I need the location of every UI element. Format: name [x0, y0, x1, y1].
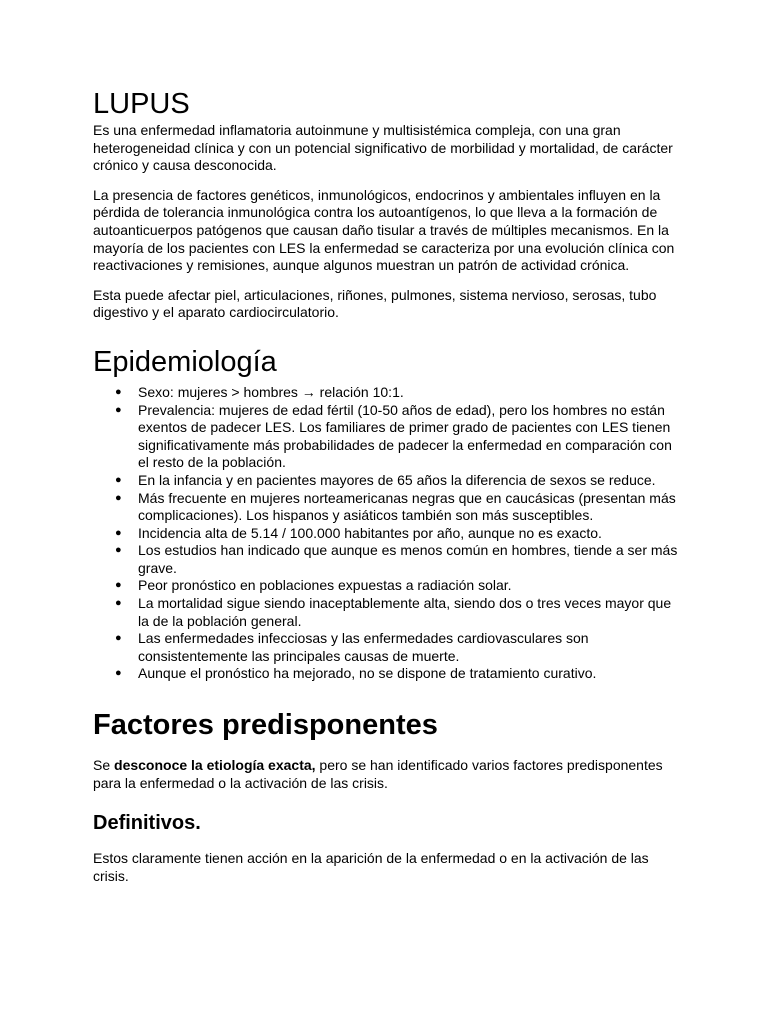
list-item: ● La mortalidad sigue siendo inaceptablemente alta, siendo dos o tres veces mayor que la de la población general.: [115, 595, 672, 629]
list-item: ● Las enfermedades infecciosas y las enfermedades cardiovasculares son consistentemente las principales causas de muerte.: [115, 630, 589, 664]
document-title: LUPUS: [93, 88, 190, 120]
bullet-icon: ●: [115, 544, 122, 557]
epidemiology-list: [93, 384, 678, 683]
bullet-icon: ●: [115, 473, 122, 486]
definitive-paragraph: Estos claramente tienen acción en la aparición de la enfermedad o en la activación de las crisis.: [93, 850, 649, 884]
list-item: ● En la infancia y en pacientes mayores de 65 años la diferencia de sexos se reduce.: [115, 471, 656, 488]
list-item: ● Los estudios han indicado que aunque es menos común en hombres, tiende a ser más grave.: [115, 542, 678, 576]
list-item: ● Más frecuente en mujeres norteamericanas negras que en caucásicas (presentan más complicaciones). Los hispanos y asiáticos también son más susceptibles.: [115, 489, 676, 524]
factors-paragraph: Se desconoce la etiología exacta, pero se han identificado varios factores predisponentes para la enfermedad o la activación de las crisis.: [93, 757, 663, 791]
bullet-icon: ●: [115, 597, 122, 610]
bullet-icon: ●: [115, 632, 122, 645]
intro-paragraph-1: Es una enfermedad inflamatoria autoinmune y multisistémica compleja, con una gran heterogeneidad clínica y con un potencial significativo de morbilidad y mortalidad, de carácter crónico y causa desconocida.: [93, 122, 673, 174]
factors-heading: Factores predisponentes: [93, 709, 438, 742]
intro-paragraph-2: La presencia de factores genéticos, inmunológicos, endocrinos y ambientales influyen en la pérdida de tolerancia inmunológica contra los autoantígenos, lo que lleva a la formación de autoanticuerpos patógenos que causan daño tisular a través de múltiples mecanismos. En la mayoría de los pacientes con LES la enfermedad se caracteriza por una evolución clínica con reactivaciones y remisiones, aunque algunos muestran un patrón de actividad crónica.: [93, 186, 675, 274]
document-page: [93, 86, 678, 897]
bullet-icon: ●: [115, 526, 122, 539]
list-item: ● Prevalencia: mujeres de edad fértil (10-50 años de edad), pero los hombres no están exentos de padecer LES. Los familiares de primer grado de pacientes con LES tienen significativamente más probabilidades de padecer la enfermedad en comparación con el resto de la población.: [115, 401, 672, 471]
bullet-icon: ●: [115, 579, 122, 592]
bullet-icon: ●: [115, 385, 122, 398]
list-item: ● Sexo: mujeres > hombres → relación 10:1.: [115, 383, 404, 400]
list-item: ● Peor pronóstico en poblaciones expuestas a radiación solar.: [115, 577, 512, 594]
bullet-icon: ●: [115, 667, 122, 680]
bullet-icon: ●: [115, 491, 122, 504]
definitive-subheading: Definitivos.: [93, 812, 201, 835]
etiology-emphasis: desconoce la etiología exacta,: [114, 757, 316, 774]
list-item: ● Aunque el pronóstico ha mejorado, no se dispone de tratamiento curativo.: [115, 665, 597, 682]
list-item: ● Incidencia alta de 5.14 / 100.000 habitantes por año, aunque no es exacto.: [115, 524, 602, 541]
intro-paragraph-3: Esta puede afectar piel, articulaciones, riñones, pulmones, sistema nervioso, serosas, tubo digestivo y el aparato cardiocirculatorio.: [93, 286, 657, 321]
bullet-icon: ●: [115, 403, 122, 416]
epidemiology-heading: Epidemiología: [93, 345, 277, 378]
